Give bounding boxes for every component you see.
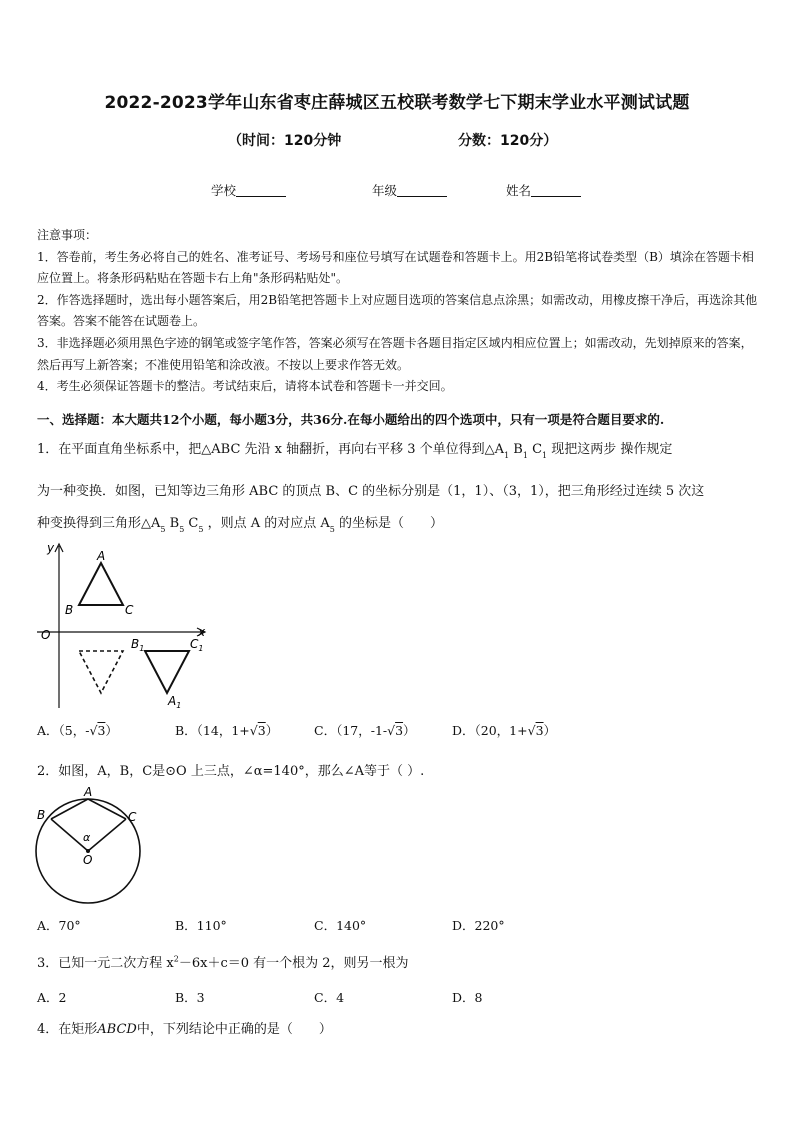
q2-stem: 2．如图，A，B，C是⊙O 上三点，∠α=140°，那么∠A等于（ ）.	[37, 764, 425, 779]
q3-option-d[interactable]: D．8	[452, 990, 483, 1005]
q3-stem: 3．已知一元二次方程 $x^2-6x+c=0$ 有一个根为 2，则另一根为	[37, 954, 409, 971]
notes	[37, 225, 759, 398]
page-title: 2022-2023学年山东省枣庄薛城区五校联考数学七下期末学业水平测试试题	[104, 93, 690, 113]
q2-option-c[interactable]: C．140°	[314, 918, 367, 933]
section-heading: 一、选择题：本大题共12个小题，每小题3分，共36分.在每小题给出的四个选项中，只有一项是符合题目要求的.	[37, 412, 665, 427]
label-c: C	[125, 603, 134, 617]
exam-time: （时间：120分钟	[228, 133, 342, 149]
segment-oc	[88, 819, 126, 851]
note-item: 2．作答选择题时，选出每小题答案后，用2B铅笔把答题卡上对应题目选项的答案信息点涂黑；如需改动，用橡皮擦干净后，再选涂其他答案。答案不能答在试题卷上。	[37, 292, 758, 329]
school-label: 学校	[211, 183, 237, 198]
label-b1: $B_1$	[131, 637, 145, 653]
name-label: 姓名	[506, 183, 532, 198]
label-c: C	[128, 810, 137, 824]
grade-blank	[397, 184, 447, 197]
label-b: B	[37, 808, 46, 822]
origin-label: O	[41, 628, 51, 642]
label-o: O	[83, 853, 93, 867]
notes-heading: 注意事项：	[37, 228, 98, 242]
grade-label: 年级	[372, 183, 398, 198]
q1-figure	[37, 538, 217, 713]
q1-option-c[interactable]: C．（17，-1-√3）	[314, 723, 416, 738]
q2-option-a[interactable]: A．70°	[37, 918, 81, 933]
q4-stem: 4．在矩形ABCD中，下列结论中正确的是（ ）	[37, 1022, 332, 1037]
q3-option-b[interactable]: B．3	[175, 990, 205, 1005]
triangle-abc	[79, 563, 123, 605]
name-blank	[531, 184, 581, 197]
label-b: B	[65, 603, 74, 617]
q3-option-a[interactable]: A．2	[37, 990, 67, 1005]
q3-option-c[interactable]: C．4	[314, 990, 345, 1005]
q1-stem-line2: 为一种变换．如图，已知等边三角形 ABC 的顶点 B、C 的坐标分别是（1，1）、（3，1），把三角形经过连续 5 次这	[37, 484, 705, 499]
label-a1: $A_1$	[168, 694, 182, 710]
label-c1: $C_1$	[190, 637, 204, 653]
exam-score: 分数：120分）	[458, 133, 558, 149]
q1-option-a[interactable]: A．（5，-√3）	[37, 723, 118, 738]
dashed-triangle	[79, 651, 123, 693]
label-a: A	[84, 785, 93, 799]
note-item: 3．非选择题必须用黑色字迹的钢笔或签字笔作答，答案必须写在答题卡各题目指定区域内相应位置上；如需改动，先划掉原来的答案，然后再写上新答案；不准使用铅笔和涂改液。不按以上要求作答无效。	[37, 335, 753, 372]
school-blank	[236, 184, 286, 197]
q1-option-d[interactable]: D．（20，1+√3）	[452, 723, 557, 738]
q2-option-d[interactable]: D．220°	[452, 918, 505, 933]
note-item: 4．考生必须保证答题卡的整洁。考试结束后，请将本试卷和答题卡一并交回。	[37, 379, 453, 394]
triangle-a1b1c1	[145, 651, 189, 693]
note-item: 1．答卷前，考生务必将自己的姓名、准考证号、考场号和座位号填写在试题卷和答题卡上。用2B铅笔将试卷类型（B）填涂在答题卡相应位置上。将条形码粘贴在答题卡右上角"条形码粘贴处"。	[37, 249, 754, 286]
grade-field	[372, 181, 447, 199]
q1-stem-line1: 1．在平面直角坐标系中，把△ABC 先沿 x 轴翻折，再向右平移 3 个单位得到$\triangle A_1$ $B_1$ $C_1$ 现把这两步 操作规定	[37, 442, 673, 460]
y-label: y	[47, 541, 55, 555]
name-field	[506, 181, 581, 199]
q2-figure	[30, 785, 145, 910]
label-a: A	[97, 549, 106, 563]
label-alpha: α	[83, 831, 91, 844]
x-label: x	[198, 625, 206, 639]
q1-stem-line3: 种变换得到三角形$\triangle A_5$ $B_5$ $C_5$ ，则点 A 的对应点 $A_5$ 的坐标是（ ）	[37, 516, 444, 534]
q2-option-b[interactable]: B．110°	[175, 918, 227, 933]
school-field	[211, 181, 286, 199]
q1-option-b[interactable]: B．（14，1+√3）	[175, 723, 279, 738]
